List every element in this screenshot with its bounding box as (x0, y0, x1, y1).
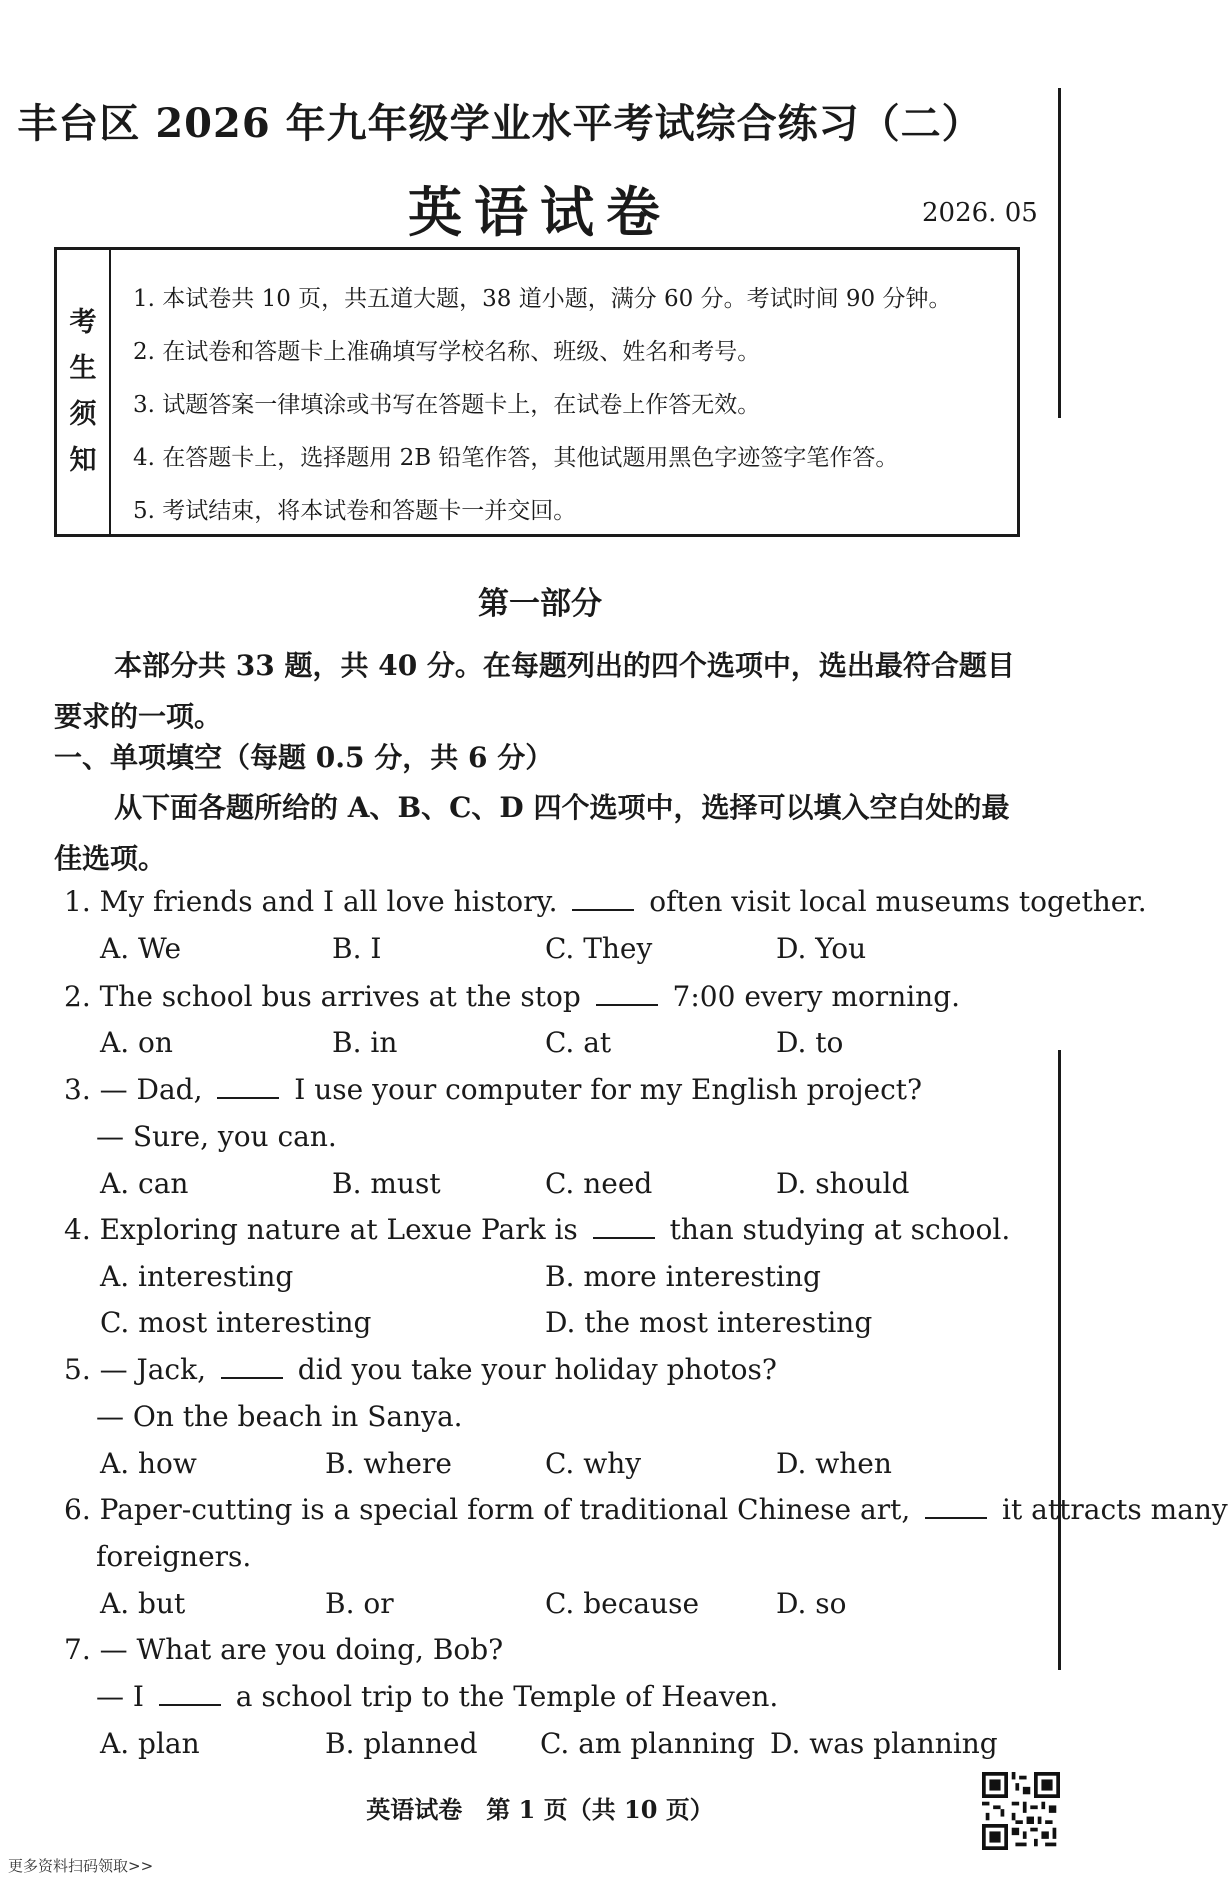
notice-item: 5. 考试结束，将本试卷和答题卡一并交回。 (133, 498, 577, 524)
option-d: D. was planning (770, 1727, 998, 1760)
option-c: C. why (545, 1447, 642, 1480)
notice-label (57, 250, 111, 534)
question-text: it attracts many (993, 1493, 1228, 1526)
option-a: A. interesting (100, 1260, 294, 1293)
dialogue-reply (96, 1680, 778, 1713)
qr-code-icon[interactable] (982, 1772, 1060, 1850)
part-intro: 本部分共 33 题，共 40 分。在每题列出的四个选项中，选出最符合题目要求的一项。 (54, 649, 1015, 733)
exam-date: 2026. 05 (922, 198, 1038, 228)
option-d: D. to (776, 1026, 844, 1059)
question-text: 3. — Dad, (64, 1073, 212, 1106)
question-text: 4. Exploring nature at Lexue Park is (64, 1213, 587, 1246)
answer-blank (159, 1684, 221, 1706)
option-a: A. but (100, 1587, 186, 1620)
question-text: often visit local museums together. (640, 885, 1147, 918)
question-text: 2. The school bus arrives at the stop (64, 980, 590, 1013)
notice-list (111, 250, 952, 534)
answer-blank (596, 984, 658, 1006)
bottom-promo-text: 更多资料扫码领取>> (8, 1857, 154, 1875)
option-d: D. so (776, 1587, 847, 1620)
answer-blank (593, 1217, 655, 1239)
notice-label-char: 知 (69, 445, 97, 476)
option-c: C. need (545, 1167, 653, 1200)
option-d: D. the most interesting (545, 1306, 873, 1339)
question-text: 6. Paper-cutting is a special form of traditional Chinese art, (64, 1493, 920, 1526)
question-text: than studying at school. (660, 1213, 1011, 1246)
option-b: B. in (332, 1026, 398, 1059)
option-b: B. I (332, 932, 382, 965)
right-edge-mark (1058, 88, 1061, 418)
question-text: did you take your holiday photos? (288, 1353, 777, 1386)
option-c: C. am planning (540, 1727, 755, 1760)
question-text: a school trip to the Temple of Heaven. (226, 1680, 779, 1713)
option-a: A. plan (100, 1727, 200, 1760)
exam-subject-title: 英语试卷 (408, 180, 672, 244)
candidate-notice-box (54, 247, 1020, 537)
question-text: I use your computer for my English project? (285, 1073, 923, 1106)
part-title: 第一部分 (478, 586, 602, 622)
option-b: B. more interesting (545, 1260, 821, 1293)
option-a: A. on (100, 1026, 173, 1059)
answer-blank (217, 1077, 279, 1099)
option-b: B. planned (325, 1727, 478, 1760)
option-b: B. or (325, 1587, 394, 1620)
exam-title: 丰台区 2026 年九年级学业水平考试综合练习（二） (17, 100, 983, 147)
notice-item: 3. 试题答案一律填涂或书写在答题卡上，在试卷上作答无效。 (133, 392, 761, 418)
question-text: 7:00 every morning. (663, 980, 961, 1013)
question-text: 5. — Jack, (64, 1353, 215, 1386)
notice-item: 4. 在答题卡上，选择题用 2B 铅笔作答，其他试题用黑色字迹签字笔作答。 (133, 445, 899, 471)
question-3 (64, 1073, 922, 1106)
section-heading: 一、单项填空（每题 0.5 分，共 6 分） (54, 741, 554, 774)
option-b: B. where (325, 1447, 452, 1480)
option-c: C. at (545, 1026, 612, 1059)
option-c: C. They (545, 932, 653, 965)
question-continuation: foreigners. (96, 1540, 252, 1573)
option-b: B. must (332, 1167, 441, 1200)
dialogue-reply: — On the beach in Sanya. (96, 1400, 463, 1433)
option-d: D. when (776, 1447, 892, 1480)
question-1 (64, 885, 1147, 918)
question-6 (64, 1493, 1228, 1526)
answer-blank (925, 1497, 987, 1519)
answer-blank (572, 889, 634, 911)
option-c: C. because (545, 1587, 700, 1620)
notice-item: 1. 本试卷共 10 页，共五道大题，38 道小题，满分 60 分。考试时间 90 分钟。 (133, 286, 952, 312)
answer-blank (221, 1357, 283, 1379)
option-a: A. can (100, 1167, 189, 1200)
question-7: 7. — What are you doing, Bob? (64, 1633, 504, 1666)
section-instruction: 从下面各题所给的 A、B、C、D 四个选项中，选择可以填入空白处的最佳选项。 (54, 791, 1010, 875)
question-text: — I (96, 1680, 153, 1713)
notice-label-char: 须 (69, 399, 97, 430)
question-5 (64, 1353, 777, 1386)
notice-label-char: 生 (69, 353, 97, 384)
notice-item: 2. 在试卷和答题卡上准确填写学校名称、班级、姓名和考号。 (133, 339, 761, 365)
option-d: D. You (776, 932, 867, 965)
dialogue-reply: — Sure, you can. (96, 1120, 337, 1153)
option-a: A. how (100, 1447, 197, 1480)
page-footer: 英语试卷 第 1 页（共 10 页） (366, 1795, 714, 1824)
option-a: A. We (100, 932, 182, 965)
notice-label-char: 考 (69, 307, 97, 338)
question-4 (64, 1213, 1010, 1246)
right-edge-mark (1058, 1050, 1061, 1670)
option-d: D. should (776, 1167, 910, 1200)
option-c: C. most interesting (100, 1306, 372, 1339)
question-text: 1. My friends and I all love history. (64, 885, 567, 918)
question-2 (64, 980, 960, 1013)
